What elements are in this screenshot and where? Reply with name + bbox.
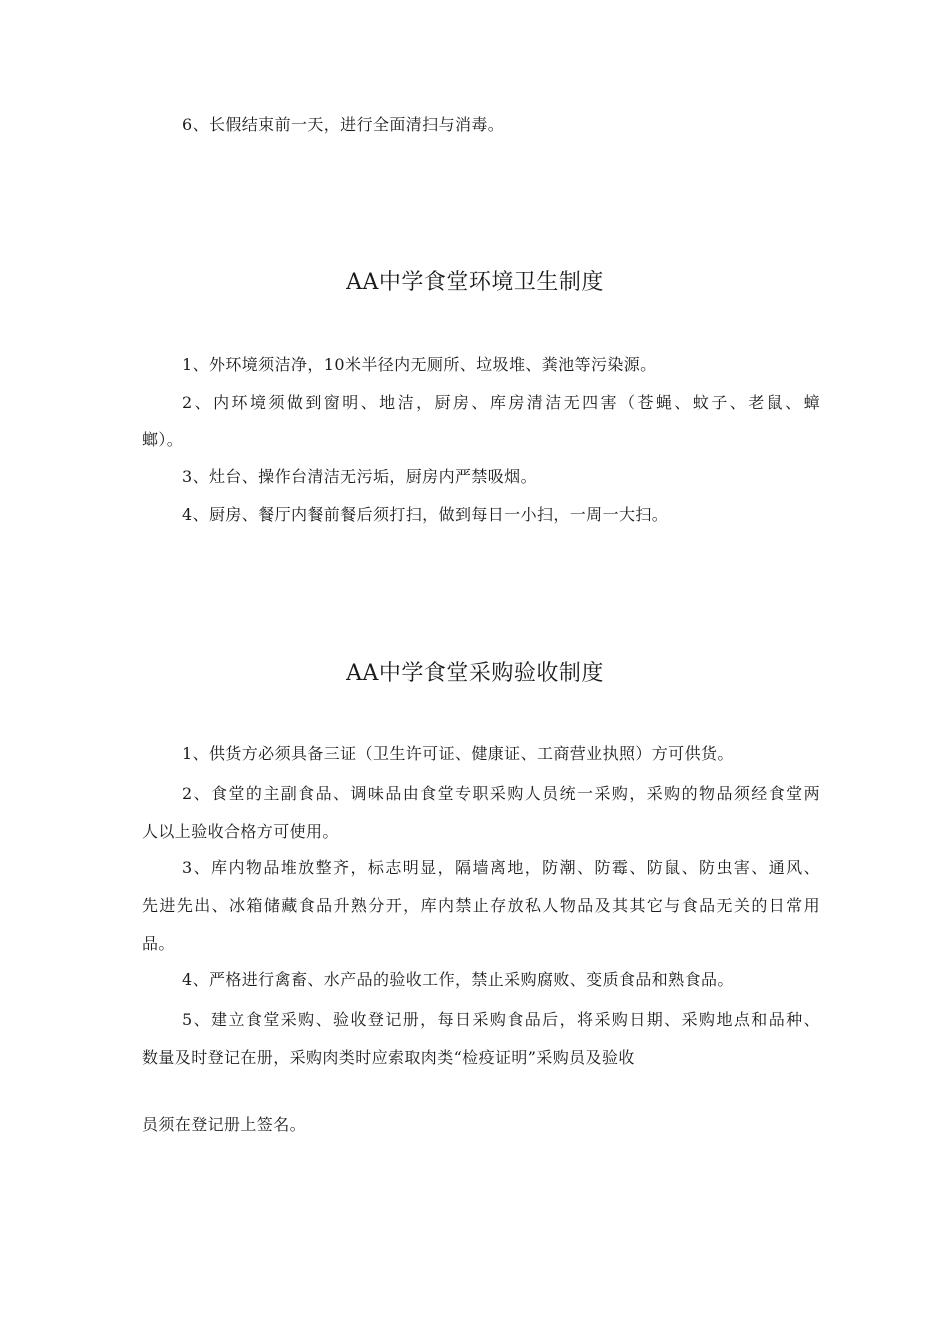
- env-item-3: 3、灶台、操作台清洁无污垢，厨房内严禁吸烟。: [182, 467, 537, 486]
- purchase-item-5-line-1: 5、建立食堂采购、验收登记册，每日采购食品后，将采购日期、采购地点和品种、: [182, 1010, 820, 1029]
- purchase-item-5-line-2: 数量及时登记在册，采购肉类时应索取肉类“检疫证明”采购员及验收: [142, 1048, 635, 1067]
- env-item-4: 4、厨房、餐厅内餐前餐后须打扫，做到每日一小扫，一周一大扫。: [182, 505, 669, 524]
- purchase-item-4: 4、严格进行禽畜、水产品的验收工作，禁止采购腐败、变质食品和熟食品。: [182, 970, 734, 989]
- section-title-purchase: AA中学食堂采购验收制度: [346, 661, 604, 686]
- section-title-environment: AA中学食堂环境卫生制度: [346, 270, 604, 295]
- purchase-item-5-line-3: 员须在登记册上签名。: [142, 1115, 307, 1134]
- purchase-item-3-line-1: 3、库内物品堆放整齐，标志明显，隔墙离地，防潮、防霉、防鼠、防虫害、通风、: [182, 858, 820, 877]
- carryover-item-6: 6、长假结束前一天，进行全面清扫与消毒。: [182, 115, 505, 134]
- env-item-2-line-2: 螂）。: [142, 430, 184, 449]
- purchase-item-1: 1、供货方必须具备三证（卫生许可证、健康证、工商营业执照）方可供货。: [182, 744, 734, 763]
- env-item-1: 1、外环境须洁净，10米半径内无厕所、垃圾堆、粪池等污染源。: [182, 355, 657, 374]
- purchase-item-2-line-1: 2、食堂的主副食品、调味品由食堂专职采购人员统一采购，采购的物品须经食堂两: [182, 784, 820, 803]
- purchase-item-3-line-2: 先进先出、冰箱储藏食品升熟分开，库内禁止存放私人物品及其其它与食品无关的日常用: [142, 896, 820, 915]
- purchase-item-3-line-3: 品。: [142, 934, 175, 953]
- env-item-2-line-1: 2、内环境须做到窗明、地洁，厨房、库房清洁无四害（苍蝇、蚊子、老鼠、蟑: [182, 393, 820, 412]
- purchase-item-2-line-2: 人以上验收合格方可使用。: [142, 822, 339, 841]
